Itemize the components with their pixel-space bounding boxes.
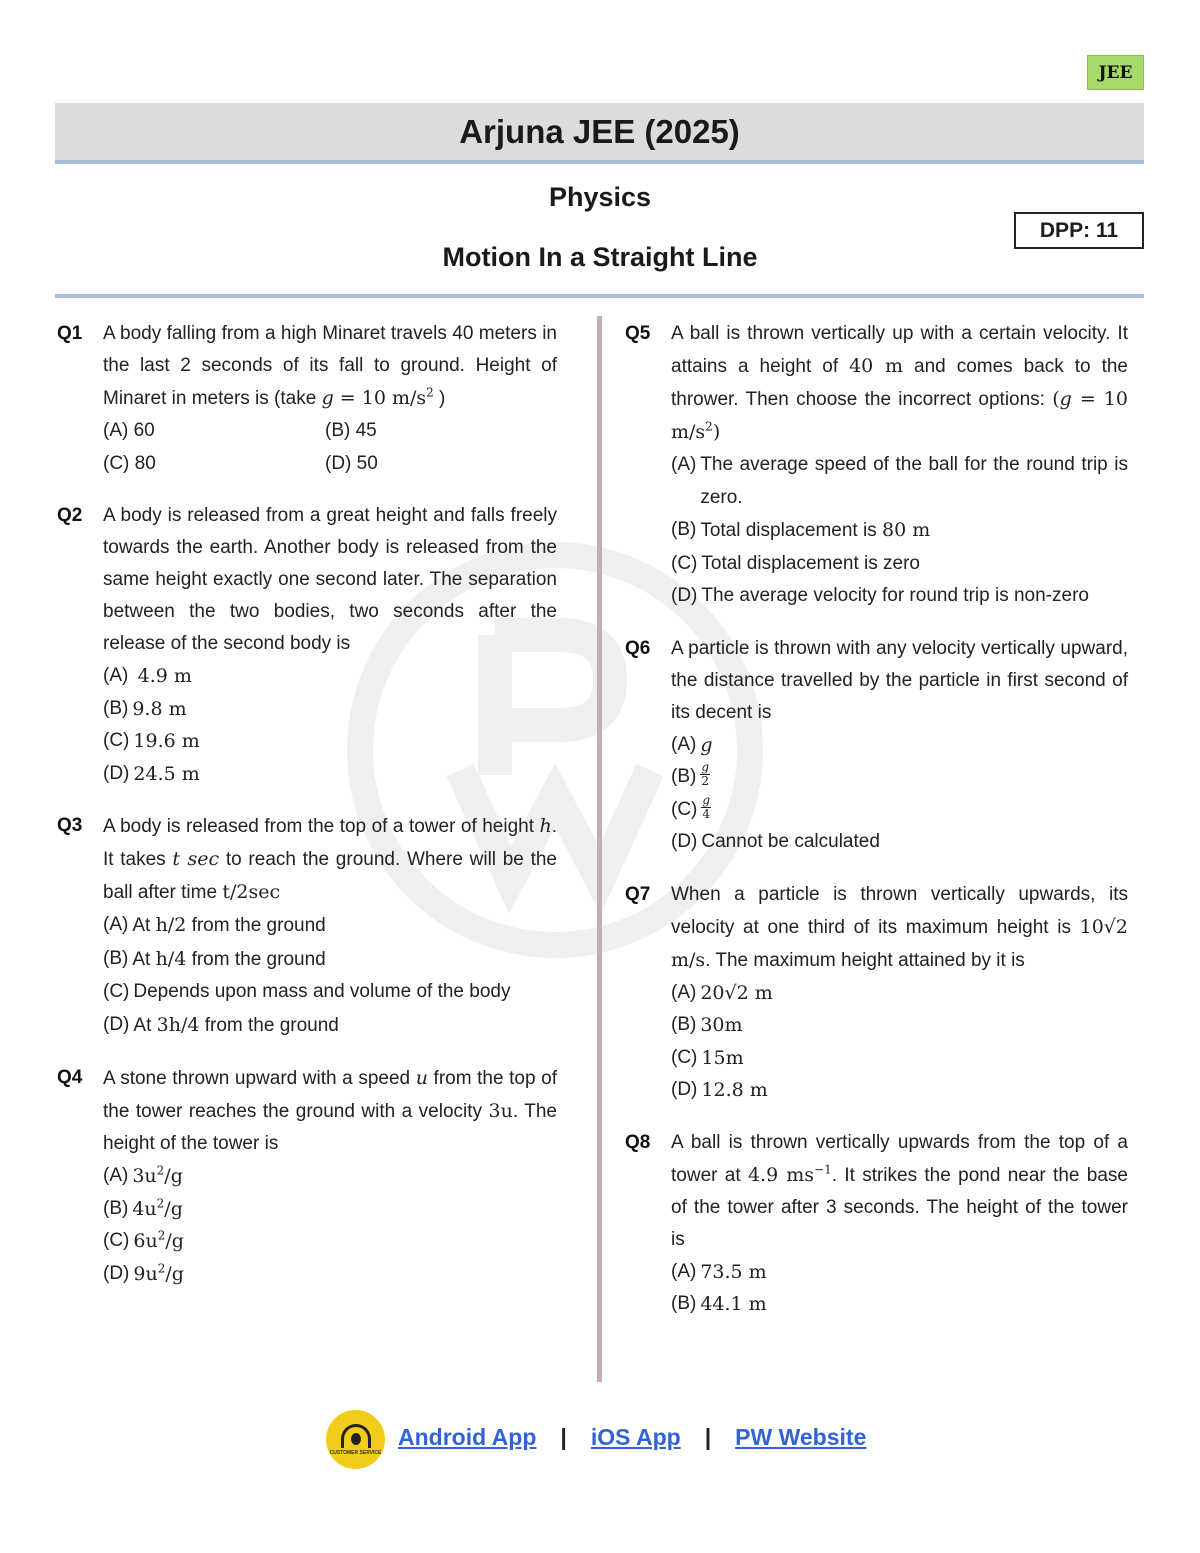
option-d[interactable]: (D) 24.5 m: [103, 762, 200, 785]
options: [103, 909, 557, 1042]
question-number: Q2: [57, 505, 83, 526]
question-stem: A ball is thrown vertically up with a certain velocity. It attains a height of 40 m and comes back to the thrower. Then choose the incorrect options: (g = 10 $m/s^2$): [671, 323, 1128, 443]
footer-links: [398, 1424, 866, 1451]
option-b[interactable]: (B) 30m: [671, 1014, 743, 1036]
question-number: Q4: [57, 1067, 83, 1088]
option-c[interactable]: (C) Total displacement is zero: [671, 552, 920, 574]
option-d[interactable]: (D) The average velocity for round trip is non-zero: [671, 585, 1089, 606]
question-number: Q1: [57, 323, 83, 344]
option-d[interactable]: (D) 50: [325, 452, 378, 474]
page-title: Arjuna JEE (2025): [459, 112, 740, 150]
option-d[interactable]: (D) 12.8 m: [671, 1079, 768, 1101]
dpp-badge: DPP: 11: [1014, 212, 1144, 249]
link-separator: |: [560, 1424, 567, 1450]
options: [671, 449, 1128, 613]
question-1: [57, 318, 557, 480]
option-b[interactable]: (B) 45: [325, 420, 377, 441]
option-c[interactable]: (C) 19.6 m: [103, 730, 200, 752]
option-d[interactable]: (D) $9u^2/g$: [103, 1261, 184, 1285]
option-b[interactable]: (B) $4u^2/g$: [103, 1196, 183, 1220]
title-bar: [55, 103, 1144, 164]
left-column: [57, 318, 557, 1310]
question-stem: When a particle is thrown vertically upwards, its velocity at one third of its maximum height is 10√2 m/s. The maximum height attained by it is: [671, 883, 1128, 971]
question-stem: A body falling from a high Minaret travels 40 meters in the last 2 seconds of its fall to ground. Height of Minaret in meters is (take g = 10 $m/s^2$ ): [103, 323, 557, 409]
option-a[interactable]: (A) $3u^2/g$: [103, 1163, 183, 1187]
option-a[interactable]: (A) g: [671, 733, 713, 756]
question-number: Q8: [625, 1131, 651, 1153]
fraction: $\frac{g}{2}$: [701, 760, 710, 788]
question-8: [625, 1127, 1128, 1321]
option-c[interactable]: (C) 80: [103, 452, 156, 474]
options: [103, 415, 557, 480]
question-6: [625, 633, 1128, 859]
question-7: [625, 879, 1128, 1107]
android-app-link[interactable]: Android App: [398, 1424, 537, 1450]
option-a[interactable]: (A) 4.9 m: [103, 665, 192, 687]
question-stem: A body is released from a great height and falls freely towards the earth. Another body is released from the same height exactly one second later. The separation between the two bodies, two seconds after the release of the second body is: [103, 505, 557, 654]
option-b[interactable]: (B) At h/4 from the ground: [103, 947, 326, 970]
question-number: Q3: [57, 815, 83, 836]
question-4: [57, 1062, 557, 1290]
option-d[interactable]: (D) At 3h/4 from the ground: [103, 1013, 339, 1036]
option-a[interactable]: (A) 73.5 m: [671, 1260, 767, 1283]
customer-service-headset-icon[interactable]: CUSTOMER SERVICE: [326, 1410, 385, 1469]
option-a[interactable]: (A) 60: [103, 420, 155, 441]
option-a[interactable]: (A) The average speed of the ball for the round trip is zero.: [671, 454, 1128, 508]
pw-website-link[interactable]: PW Website: [735, 1424, 867, 1450]
question-number: Q7: [625, 883, 651, 905]
ios-app-link[interactable]: iOS App: [590, 1424, 681, 1450]
footer: [0, 1410, 1200, 1470]
question-stem: A ball is thrown vertically upwards from the top of a tower at 4.9 $ms^{-1}$. It strikes the pond near the base of the tower after 3 seconds. The height of the tower is: [671, 1131, 1128, 1250]
option-c[interactable]: (C) $\frac{g}{4}$: [671, 794, 1128, 827]
question-2: [57, 500, 557, 790]
fraction: $\frac{g}{4}$: [702, 792, 711, 821]
option-c[interactable]: (C) 15m: [671, 1046, 744, 1069]
math-expression: g = 10 $m/s^2$: [321, 385, 434, 409]
question-stem: A particle is thrown with any velocity vertically upward, the distance travelled by the particle in first second of its decent is: [671, 637, 1128, 723]
option-c[interactable]: (C) $6u^2/g$: [103, 1228, 184, 1252]
option-c[interactable]: (C) Depends upon mass and volume of the body: [103, 981, 511, 1002]
options: [103, 1160, 557, 1290]
question-stem: A body is released from the top of a tower of height h. It takes t sec to reach the ground. Where will be the ball after time t/2sec: [103, 815, 557, 903]
subject-heading: Physics: [548, 182, 652, 212]
exam-tag: JEE: [1087, 55, 1144, 90]
option-b[interactable]: (B) 44.1 m: [671, 1293, 767, 1315]
chapter-heading: Motion In a Straight Line: [442, 242, 758, 272]
option-b[interactable]: (B) $\frac{g}{2}$: [671, 761, 1128, 794]
option-b[interactable]: (B) Total displacement is 80 m: [671, 519, 931, 541]
option-a[interactable]: (A) At h/2 from the ground: [103, 914, 326, 936]
header-rule: [55, 294, 1144, 298]
question-stem: A stone thrown upward with a speed u from the top of the tower reaches the ground with a velocity 3u. The height of the tower is: [103, 1067, 557, 1154]
question-number: Q6: [625, 637, 651, 659]
question-3: [57, 810, 557, 1042]
link-separator: |: [704, 1424, 712, 1450]
column-divider: [597, 316, 602, 1382]
option-a[interactable]: (A) 20√2 m: [671, 981, 773, 1004]
right-column: [625, 318, 1128, 1341]
question-5: [625, 318, 1128, 613]
question-number: Q5: [625, 323, 651, 344]
options: [671, 1256, 1128, 1321]
option-b[interactable]: (B) 9.8 m: [103, 697, 187, 720]
options: [671, 729, 1128, 859]
options: [103, 660, 557, 790]
option-d[interactable]: (D) Cannot be calculated: [671, 831, 880, 852]
options: [671, 977, 1128, 1107]
